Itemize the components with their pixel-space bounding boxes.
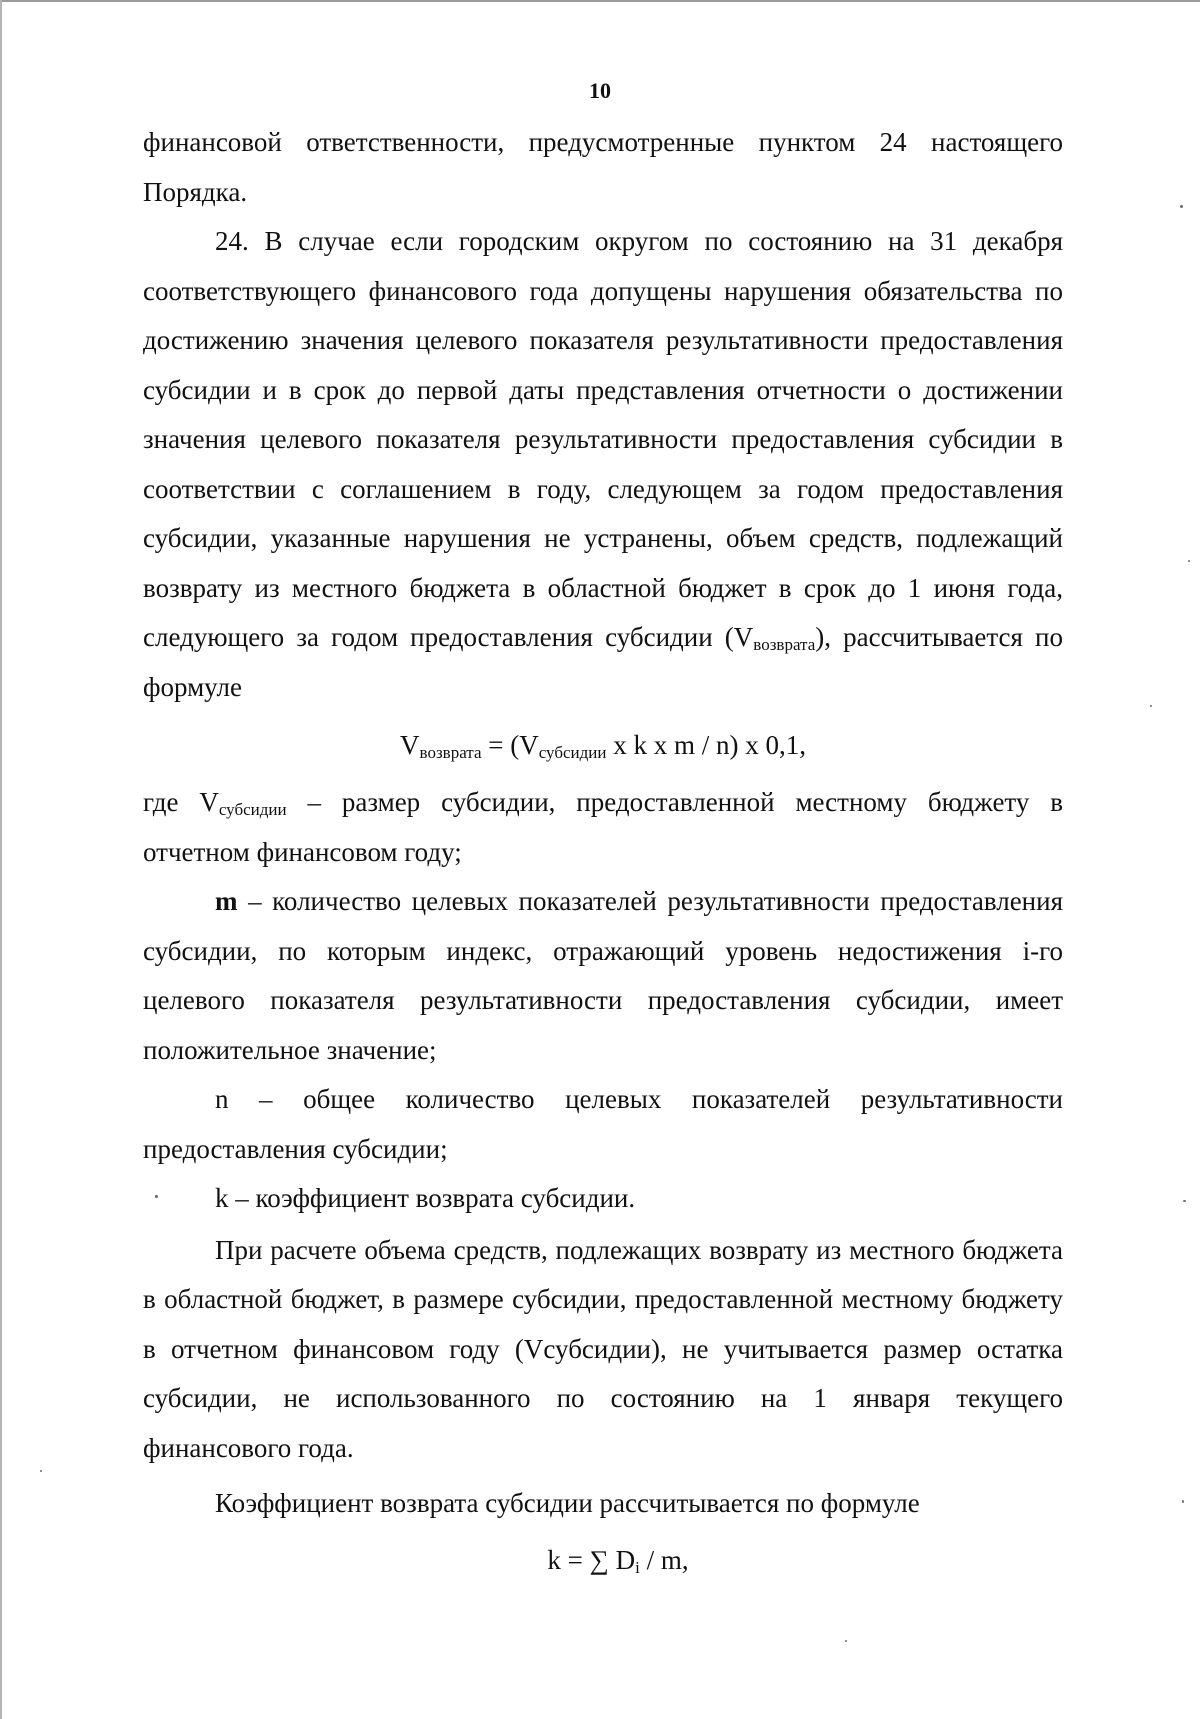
- definition-v-subsidii: [143, 778, 1063, 877]
- paragraph-coefficient: [143, 1479, 1063, 1529]
- subscript: возврата: [419, 743, 482, 762]
- paragraph-text: k – коэффициент возврата субсидии.: [215, 1183, 636, 1213]
- page-number: 10: [589, 78, 611, 103]
- scan-speck: [1188, 560, 1190, 562]
- scan-speck: [845, 1640, 847, 1642]
- paragraph-text: ), рассчитывается по формуле: [143, 622, 1063, 702]
- paragraph-text: n – общее количество целевых показателей результативности предоставления субсидии;: [143, 1084, 1063, 1164]
- variable-m: m: [215, 886, 238, 916]
- scan-speck: [1183, 1200, 1186, 1202]
- scan-speck: [40, 1470, 42, 1472]
- formula-symbol: = (V: [481, 730, 539, 760]
- definition-m: [143, 877, 1063, 1075]
- scan-speck: [155, 1195, 158, 1198]
- subscript: субсидии: [538, 743, 607, 762]
- paragraph-24: [143, 217, 1063, 712]
- formula-v-vozvrata: [143, 714, 1063, 776]
- scan-speck: [1182, 1500, 1184, 1503]
- subscript: субсидии: [218, 800, 287, 819]
- scan-speck: [1150, 705, 1152, 707]
- scan-edge-left: [0, 0, 2, 1719]
- paragraph-text: – количество целевых показателей результативности предоставления субсидии, по которым индекс, отражающий уровень недостижения i-го целевого показателя результативности предоставления субсидии, имеет положительное значение;: [143, 886, 1063, 1065]
- formula-symbol: x k x m / n) x 0,1,: [606, 730, 806, 760]
- scan-speck: [1180, 205, 1183, 208]
- formula-symbol: V: [400, 730, 420, 760]
- paragraph-text: – размер субсидии, предоставленной местному бюджету в отчетном финансовом году;: [143, 787, 1063, 867]
- formula-symbol: k = ∑ D: [547, 1544, 636, 1575]
- paragraph-calculation-note: [143, 1226, 1063, 1474]
- subscript: возврата: [753, 635, 816, 654]
- paragraph-text: Коэффициент возврата субсидии рассчитывается по формуле: [215, 1488, 920, 1518]
- paragraph-text: При расчете объема средств, подлежащих возврату из местного бюджета в областной бюджет, в размере субсидии, предоставленной местному бюджету в отчетном финансовом году (Vсубсидии), не учитывается размер остатка субсидии, не использованного по состоянию на 1 января текущего финансового года.: [143, 1234, 1063, 1463]
- formula-symbol: / m,: [639, 1544, 689, 1575]
- formula-k: [143, 1529, 1063, 1591]
- paragraph-text: 24. В случае если городским округом по состоянию на 31 декабря соответствующего финансового года допущены нарушения обязательства по достижению значения целевого показателя результативности предоставления субсидии и в срок до первой даты представления отчетности о достижении значения целевого показателя результативности предоставления субсидии в соответствии с соглашением в году, следующем за годом предоставления субсидии, указанные нарушения не устранены, объем средств, подлежащий возврату из местного бюджета в областной бюджет в срок до 1 июня года, следующего за годом предоставления субсидии (V: [143, 226, 1063, 652]
- paragraph-continuation: [143, 118, 1063, 217]
- paragraph-text: где V: [143, 787, 219, 817]
- scan-edge-top: [0, 0, 1200, 2]
- subscript: i: [635, 1557, 640, 1577]
- definition-k: [143, 1174, 1063, 1224]
- document-body: [143, 118, 1063, 1591]
- paragraph-text: финансовой ответственности, предусмотренные пунктом 24 настоящего Порядка.: [143, 127, 1063, 207]
- definition-n: [143, 1075, 1063, 1174]
